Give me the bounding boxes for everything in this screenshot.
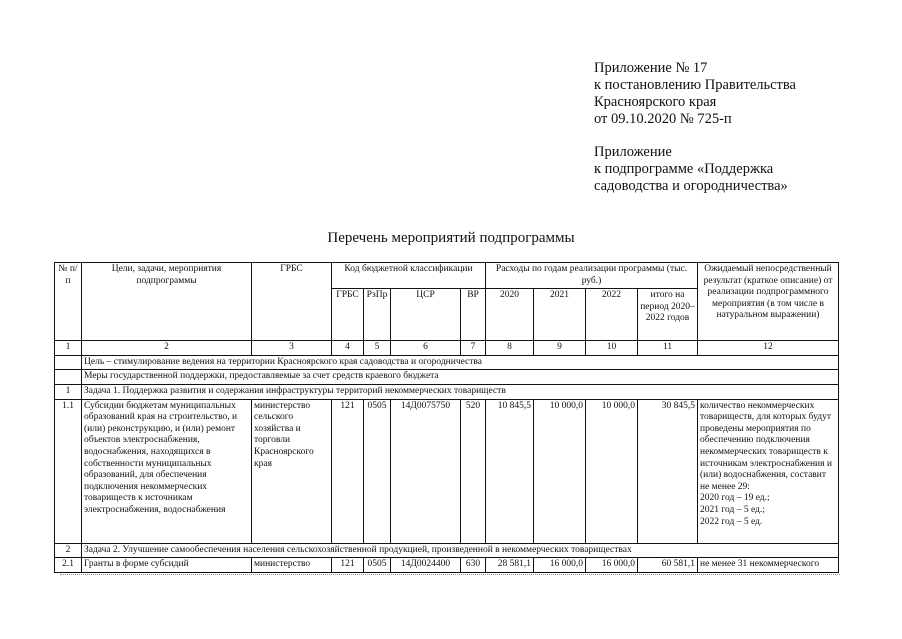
goal-text: Цель – стимулирование ведения на территории Красноярского края садоводства и огородничества: [82, 355, 839, 370]
header-budget-code: Код бюджетной классификации: [332, 263, 486, 289]
task-row: [55, 543, 839, 558]
column-number: 9: [534, 341, 586, 356]
goal-row: [55, 355, 839, 370]
column-number: 10: [586, 341, 638, 356]
row-num: 2.1: [55, 558, 82, 573]
header-result: Ожидаемый непосредственный результат (краткое описание) от реализации подпрограммного мероприятия (в том числе в натуральном выражении): [698, 263, 839, 341]
column-number-row: [55, 341, 839, 356]
column-number: 4: [332, 341, 364, 356]
header-num: № п/п: [55, 263, 82, 341]
row-vr: 520: [461, 399, 486, 543]
column-number: 3: [252, 341, 332, 356]
row-2021: 16 000,0: [534, 558, 586, 573]
row-csr: 14Д0075750: [391, 399, 461, 543]
row-goal: Субсидии бюджетам муниципальных образований края на строительство, и (или) реконструкцию, и (или) ремонт объектов электроснабжения, водоснабжения, находящихся в собственности муниципальных образований, для обеспечения подключения некоммерческих товариществ к источникам электроснабжения, водоснабжения: [82, 399, 252, 543]
measures-table: [54, 262, 839, 573]
appendix-line: от 09.10.2020 № 725-п: [594, 111, 732, 127]
row-csr: 14Д0024400: [391, 558, 461, 573]
task-text: Задача 1. Поддержка развития и содержания инфраструктуры территорий некоммерческих товариществ: [82, 384, 839, 399]
appendix-line: Приложение № 17: [594, 60, 708, 76]
row-total: 60 581,1: [638, 558, 698, 573]
task-num: 1: [55, 384, 82, 399]
appendix-line: садоводства и огородничества»: [594, 178, 788, 194]
measures-row: [55, 370, 839, 385]
document-title: Перечень мероприятий подпрограммы: [327, 230, 575, 246]
row-result: [698, 399, 839, 543]
empty-cell: [55, 355, 82, 370]
column-number: 2: [82, 341, 252, 356]
row-grbs: министерство сельского хозяйства и торговли Красноярского края: [252, 399, 332, 543]
header-2020: 2020: [486, 289, 534, 341]
appendix-line: Красноярского края: [594, 94, 717, 110]
row-vr: 630: [461, 558, 486, 573]
result-text: количество некоммерческих товариществ, для которых будут проведены мероприятия по обеспечению подключения некоммерческих товариществ к источникам электроснабжения и (или) водоснабжения, составит не менее 29:: [700, 400, 832, 492]
spacer: [594, 128, 894, 144]
column-number: 5: [364, 341, 391, 356]
header-row: [55, 263, 839, 289]
header-goals: Цели, задачи, мероприятия подпрограммы: [82, 263, 252, 341]
header-grbs: ГРБС: [252, 263, 332, 341]
appendix-header: [594, 60, 894, 195]
row-grbs-code: 121: [332, 399, 364, 543]
header-grbs-code: ГРБС: [332, 289, 364, 341]
measures-text: Меры государственной поддержки, предоставляемые за счет средств краевого бюджета: [82, 370, 839, 385]
row-result: не менее 31 некоммерческого: [698, 558, 839, 573]
row-rzpr: 0505: [364, 399, 391, 543]
row-num: 1.1: [55, 399, 82, 543]
table-row: [55, 558, 839, 573]
header-rzpr: РзПр: [364, 289, 391, 341]
header-total: итого на период 2020–2022 годов: [638, 289, 698, 341]
column-number: 7: [461, 341, 486, 356]
column-number: 12: [698, 341, 839, 356]
row-2022: 10 000,0: [586, 399, 638, 543]
empty-cell: [55, 370, 82, 385]
row-grbs-code: 121: [332, 558, 364, 573]
column-number: 11: [638, 341, 698, 356]
column-number: 6: [391, 341, 461, 356]
header-2022: 2022: [586, 289, 638, 341]
task-text: Задача 2. Улучшение самообеспечения населения сельскохозяйственной продукцией, произведенной в некоммерческих товариществах: [82, 543, 839, 558]
header-vr: ВР: [461, 289, 486, 341]
row-2020: 28 581,1: [486, 558, 534, 573]
header-csr: ЦСР: [391, 289, 461, 341]
column-number: 8: [486, 341, 534, 356]
row-total: 30 845,5: [638, 399, 698, 543]
column-number: 1: [55, 341, 82, 356]
header-expenses: Расходы по годам реализации программы (тыс. руб.): [486, 263, 698, 289]
appendix-line: к подпрограмме «Поддержка: [594, 161, 774, 177]
appendix-line: к постановлению Правительства: [594, 77, 796, 93]
appendix-line: Приложение: [594, 144, 672, 160]
row-2020: 10 845,5: [486, 399, 534, 543]
scan-artifact-line: [60, 574, 840, 576]
task-num: 2: [55, 543, 82, 558]
table-row: [55, 399, 839, 543]
result-line: 2021 год – 5 ед.;: [700, 504, 765, 515]
result-line: 2020 год – 19 ед.;: [700, 493, 770, 504]
header-2021: 2021: [534, 289, 586, 341]
task-row: [55, 384, 839, 399]
result-line: 2022 год – 5 ед.: [700, 516, 763, 527]
row-rzpr: 0505: [364, 558, 391, 573]
row-goal: Гранты в форме субсидий: [82, 558, 252, 573]
row-2021: 10 000,0: [534, 399, 586, 543]
row-grbs: министерство: [252, 558, 332, 573]
row-2022: 16 000,0: [586, 558, 638, 573]
